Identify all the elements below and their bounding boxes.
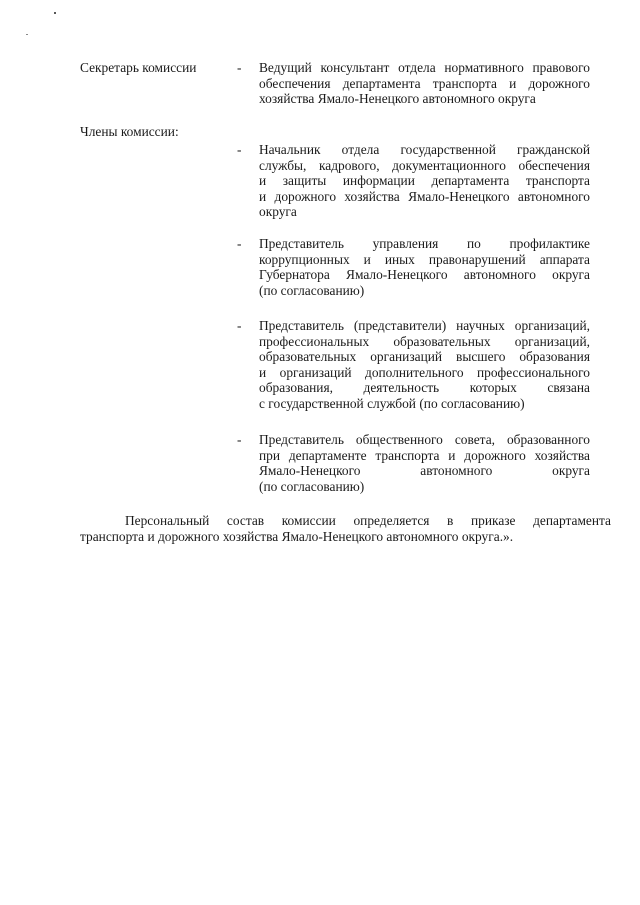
text-line: образовательных организаций высшего образования [259, 349, 590, 365]
scan-speck-small [26, 34, 28, 35]
member-dash: - [237, 318, 242, 333]
text-line: транспорта и дорожного хозяйства Ямало-Ненецкого автономного округа.». [80, 529, 514, 544]
text-line: и дорожного хозяйства Ямало-Ненецкого автономного [259, 188, 590, 204]
text-line: (по согласованию) [259, 478, 365, 494]
member-dash: - [237, 432, 242, 447]
text-line: обеспечения департамента транспорта и дорожного [259, 75, 590, 91]
text-line: коррупционных и иных правонарушений аппарата [259, 251, 590, 267]
member-item [259, 236, 590, 298]
member-item [259, 142, 590, 220]
secretary-label: Секретарь комиссии [80, 60, 197, 75]
text-line: образования, деятельность которых связана [259, 380, 590, 396]
text-line: Начальник отдела государственной гражданской [259, 142, 590, 157]
text-line: Представитель управления по профилактике [259, 236, 590, 251]
text-line: Представитель общественного совета, образованного [259, 432, 590, 447]
text-line: Представитель (представители) научных организаций, [259, 318, 590, 333]
text-line: и защиты информации департамента транспорта [259, 173, 590, 189]
text-line: Губернатора Ямало-Ненецкого автономного округа [259, 267, 590, 283]
secretary-dash: - [237, 60, 242, 75]
member-item [259, 318, 590, 412]
closing-paragraph [80, 513, 611, 545]
text-line: хозяйства Ямало-Ненецкого автономного округа [259, 91, 536, 107]
secretary-description [259, 60, 590, 107]
text-line: и организаций дополнительного профессионального [259, 364, 590, 380]
member-dash: - [237, 142, 242, 157]
text-line: округа [259, 204, 297, 220]
text-line: (по согласованию) [259, 282, 365, 298]
text-line: Ямало-Ненецкого автономного округа [259, 463, 590, 479]
scan-speck [54, 12, 56, 14]
text-line: Персональный состав комиссии определяется в приказе департамента [125, 513, 611, 528]
text-line: Ведущий консультант отдела нормативного правового [259, 60, 590, 75]
members-label: Члены комиссии: [80, 124, 179, 139]
text-line: с государственной службой (по согласованию) [259, 395, 525, 411]
text-line: службы, кадрового, документационного обеспечения [259, 157, 590, 173]
text-line: при департаменте транспорта и дорожного хозяйства [259, 447, 590, 463]
member-item [259, 432, 590, 494]
text-line: профессиональных образовательных организаций, [259, 333, 590, 349]
member-dash: - [237, 236, 242, 251]
